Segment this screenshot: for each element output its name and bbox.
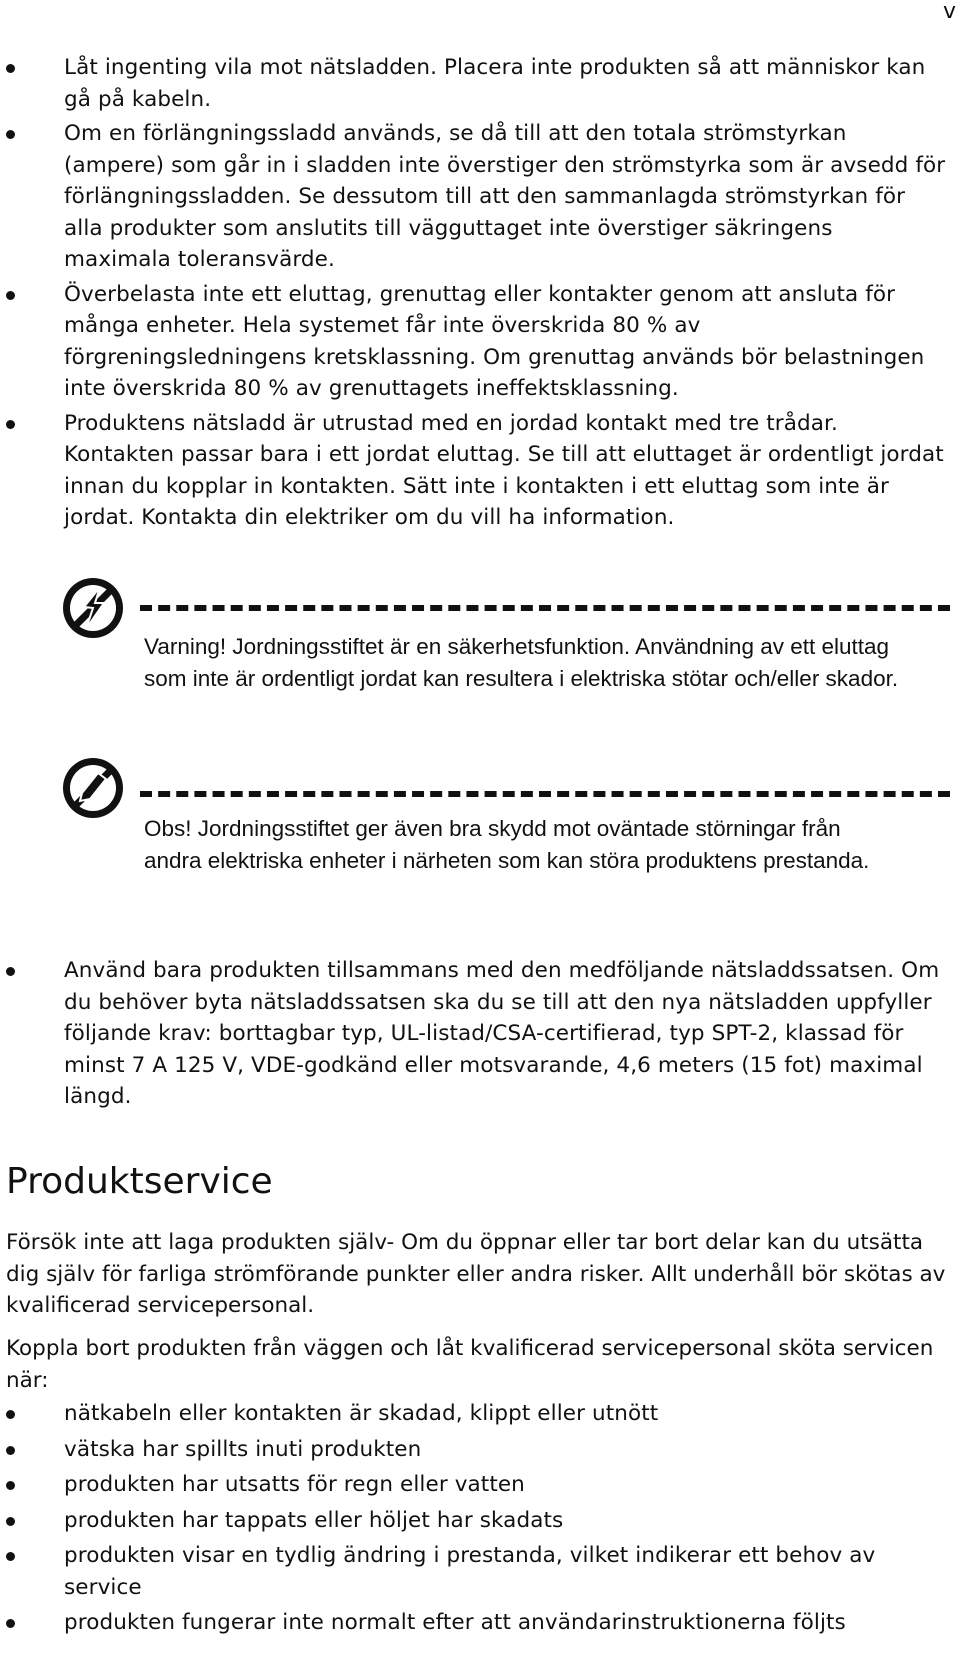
list-item-text: Låt ingenting vila mot nätsladden. Placera inte produkten så att människor kan gå på kabeln. xyxy=(64,55,926,112)
bullet-icon xyxy=(6,1446,15,1455)
list-item-text: produkten har tappats eller höljet har skadats xyxy=(64,1507,564,1533)
warning-text: Varning! Jordningsstiftet är en säkerhetsfunktion. Användning av ett eluttag som inte är ordentligt jordat kan resultera i elektriska stötar och/eller skador. xyxy=(144,634,899,691)
safety-list-2 xyxy=(6,955,946,1113)
bullet-icon xyxy=(6,291,15,300)
note-text xyxy=(144,813,904,877)
note-lead: Obs! xyxy=(144,816,192,841)
list-item-text: nätkabeln eller kontakten är skadad, klippt eller utnött xyxy=(64,1401,659,1426)
lightning-warning-icon xyxy=(60,575,126,641)
list-item-text: Använd bara produkten tillsammans med den medföljande nätsladdssatsen. Om du behöver byta nätsladdssatsen ska du se till att den nya nätsladden uppfyller följande krav: borttagbar typ, UL-listad/CSA-certifierad, typ SPT-2, klassad för minst 7 A 125 V, VDE-godkänd eller motsvarande, 4,6 meters (15 fot) maximal längd. xyxy=(64,958,940,1109)
divider xyxy=(140,605,950,611)
paragraph: Försök inte att laga produkten själv- Om du öppnar eller tar bort delar kan du utsätta dig själv för farliga strömförande punkter eller andra risker. Allt underhåll bör skötas av kvalificerad servicepersonal. xyxy=(6,1230,946,1318)
list-item xyxy=(6,408,946,534)
list-item xyxy=(6,1469,946,1501)
page-number: v xyxy=(942,0,956,24)
list-item-text: produkten fungerar inte normalt efter att användarinstruktionerna följts xyxy=(64,1610,846,1635)
list-item-text: vätska har spillts inuti produkten xyxy=(64,1436,422,1462)
paragraph: Koppla bort produkten från väggen och låt kvalificerad servicepersonal sköta servicen när: xyxy=(6,1336,934,1393)
bullet-icon xyxy=(6,420,15,429)
list-item xyxy=(6,52,946,115)
list-item xyxy=(6,1505,946,1537)
list-item-text: Överbelasta inte ett eluttag, grenuttag eller kontakter genom att ansluta för många enheter. Hela systemet får inte överskrida 80 % av förgreningsledningens kretsklassning. Om grenuttag används bör belastningen inte överskrida 80 % av grenuttagets ineffektsklassning. xyxy=(64,281,925,401)
list-item xyxy=(6,1398,946,1430)
bullet-icon xyxy=(6,64,15,73)
bullet-icon xyxy=(6,1619,15,1628)
safety-list-1 xyxy=(6,52,946,537)
service-conditions-list xyxy=(6,1398,946,1643)
list-item-text: Produktens nätsladd är utrustad med en jordad kontakt med tre trådar. Kontakten passar bara i ett jordat eluttag. Se till att eluttaget är ordentligt jordat innan du kopplar in kontakten. Sätt inte i kontakten i ett eluttag som inte är jordat. Kontakta din elektriker om du vill ha information. xyxy=(64,410,944,530)
bullet-icon xyxy=(6,967,15,976)
list-item xyxy=(6,118,946,276)
list-item-text: produkten har utsatts för regn eller vatten xyxy=(64,1472,525,1497)
bullet-icon xyxy=(6,1517,15,1526)
list-item-text: Om en förlängningssladd används, se då till att den totala strömstyrkan (ampere) som går in i sladden inte överstiger den strömstyrka som är avsedd för förlängningssladden. Se dessutom till att den sammanlagda strömstyrkan för alla produkter som anslutits till vägguttaget inte överstiger säkringens maximala toleransvärde. xyxy=(64,121,946,272)
note-pencil-icon xyxy=(60,755,126,821)
list-item xyxy=(6,279,946,405)
section-title: Produktservice xyxy=(6,1161,273,1202)
note-body: Jordningsstiftet ger även bra skydd mot oväntade störningar från andra elektriska enheter i närheten som kan störa produktens prestanda. xyxy=(144,816,870,873)
list-item xyxy=(6,1434,946,1466)
list-item xyxy=(6,1540,946,1603)
bullet-icon xyxy=(6,1481,15,1490)
bullet-icon xyxy=(6,130,15,139)
list-item xyxy=(6,955,946,1113)
bullet-icon xyxy=(6,1552,15,1561)
list-item xyxy=(6,1607,946,1639)
bullet-icon xyxy=(6,1410,15,1419)
divider xyxy=(140,791,950,797)
list-item-text: produkten visar en tydlig ändring i prestanda, vilket indikerar ett behov av service xyxy=(64,1543,876,1600)
